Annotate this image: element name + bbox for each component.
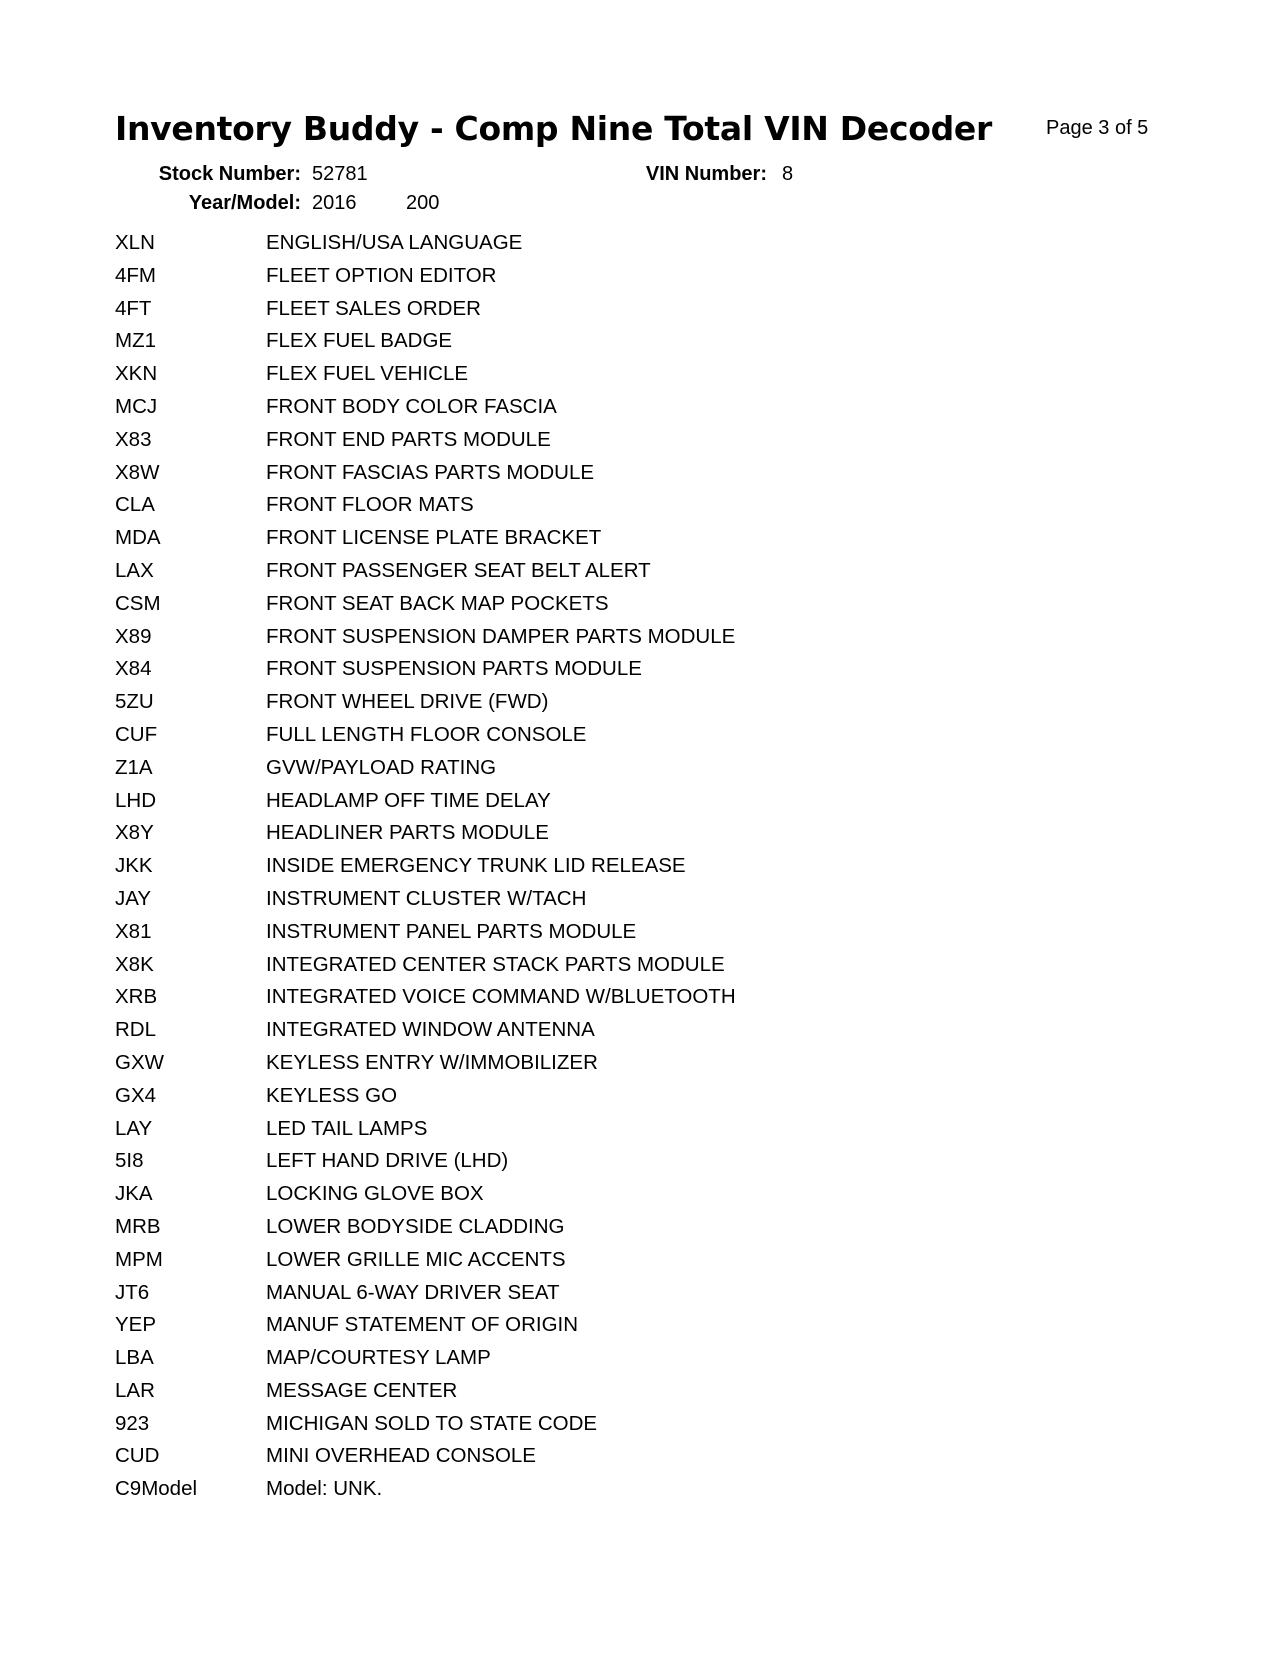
stock-number-value: 52781: [312, 163, 368, 185]
option-code: X81: [115, 919, 152, 943]
option-code: GX4: [115, 1083, 157, 1107]
option-row: [115, 655, 1115, 688]
option-description: LOCKING GLOVE BOX: [266, 1182, 484, 1206]
option-description: FLEX FUEL VEHICLE: [266, 362, 469, 386]
option-row: [115, 852, 1115, 885]
option-description: INTEGRATED CENTER STACK PARTS MODULE: [266, 952, 725, 976]
option-description: FLEET SALES ORDER: [266, 296, 481, 320]
option-code: 4FT: [115, 296, 152, 320]
option-row: [115, 1279, 1115, 1312]
option-row: [115, 327, 1115, 360]
option-description: MICHIGAN SOLD TO STATE CODE: [266, 1411, 598, 1435]
stock-number-label: Stock Number:: [158, 163, 301, 185]
option-row: [115, 1082, 1115, 1115]
option-row: [115, 721, 1115, 754]
option-description: FRONT WHEEL DRIVE (FWD): [266, 690, 549, 714]
option-description: GVW/PAYLOAD RATING: [266, 755, 497, 779]
option-description: MESSAGE CENTER: [266, 1378, 458, 1402]
option-row: [115, 1049, 1115, 1082]
option-code: X8W: [115, 460, 160, 484]
option-code: CSM: [115, 591, 161, 615]
option-row: [115, 360, 1115, 393]
option-row: [115, 1213, 1115, 1246]
option-description: FRONT BODY COLOR FASCIA: [266, 394, 557, 418]
option-description: LOWER BODYSIDE CLADDING: [266, 1214, 565, 1238]
option-row: [115, 1147, 1115, 1180]
option-code: Z1A: [115, 755, 153, 779]
option-row: [115, 459, 1115, 492]
option-description: HEADLINER PARTS MODULE: [266, 821, 549, 845]
option-description: FULL LENGTH FLOOR CONSOLE: [266, 722, 587, 746]
option-code: LBA: [115, 1346, 154, 1370]
page-indicator: Page 3 of 5: [1046, 117, 1149, 139]
option-description: LOWER GRILLE MIC ACCENTS: [266, 1247, 566, 1271]
option-description: FRONT SUSPENSION PARTS MODULE: [266, 657, 642, 681]
option-description: FRONT SUSPENSION DAMPER PARTS MODULE: [266, 624, 736, 648]
option-description: MANUAL 6-WAY DRIVER SEAT: [266, 1280, 560, 1304]
option-code: RDL: [115, 1018, 157, 1042]
option-code: JKA: [115, 1182, 153, 1206]
option-row: [115, 426, 1115, 459]
option-code: CUD: [115, 1444, 160, 1468]
option-row: [115, 491, 1115, 524]
option-description: INSIDE EMERGENCY TRUNK LID RELEASE: [266, 854, 686, 878]
option-code: YEP: [115, 1313, 157, 1337]
option-row: [115, 918, 1115, 951]
option-row: [115, 262, 1115, 295]
option-code: MRB: [115, 1214, 161, 1238]
option-row: [115, 951, 1115, 984]
option-code: X83: [115, 427, 152, 451]
option-code: LAX: [115, 558, 154, 582]
option-code: 4FM: [115, 263, 156, 287]
option-code: MCJ: [115, 394, 158, 418]
option-row: [115, 787, 1115, 820]
option-code: LAR: [115, 1378, 155, 1402]
option-code: CLA: [115, 493, 155, 517]
vin-number-label: VIN Number:: [645, 163, 767, 185]
option-description: LEFT HAND DRIVE (LHD): [266, 1149, 509, 1173]
option-row: [115, 1246, 1115, 1279]
option-row: [115, 688, 1115, 721]
option-code: X89: [115, 624, 152, 648]
model-value: 200: [406, 192, 440, 214]
option-description: LED TAIL LAMPS: [266, 1116, 428, 1140]
option-code: XKN: [115, 362, 158, 386]
page-title: Inventory Buddy - Comp Nine Total VIN Decoder: [115, 109, 992, 148]
option-code: 5I8: [115, 1149, 144, 1173]
option-row: [115, 1115, 1115, 1148]
option-row: [115, 1410, 1115, 1443]
option-description: FLEX FUEL BADGE: [266, 329, 453, 353]
option-row: [115, 1377, 1115, 1410]
option-code: GXW: [115, 1050, 164, 1074]
option-row: [115, 885, 1115, 918]
option-code: MDA: [115, 526, 161, 550]
option-code: XRB: [115, 985, 158, 1009]
option-code: X8Y: [115, 821, 154, 845]
option-row: [115, 1475, 1115, 1508]
option-row: [115, 1344, 1115, 1377]
option-description: Model: UNK.: [266, 1477, 383, 1501]
option-description: INTEGRATED VOICE COMMAND W/BLUETOOTH: [266, 985, 736, 1009]
option-row: [115, 1311, 1115, 1344]
vin-number-value: 8: [782, 163, 794, 185]
year-value: 2016: [312, 192, 357, 214]
option-description: FRONT END PARTS MODULE: [266, 427, 551, 451]
option-code: C9Model: [115, 1477, 198, 1501]
option-row: [115, 393, 1115, 426]
option-row: [115, 1442, 1115, 1475]
option-description: INSTRUMENT PANEL PARTS MODULE: [266, 919, 637, 943]
option-row: [115, 623, 1115, 656]
option-row: [115, 590, 1115, 623]
option-code: JT6: [115, 1280, 150, 1304]
option-description: INSTRUMENT CLUSTER W/TACH: [266, 886, 587, 910]
option-description: FRONT LICENSE PLATE BRACKET: [266, 526, 602, 550]
option-code-list: [115, 229, 1115, 1508]
option-code: 923: [115, 1411, 150, 1435]
option-description: INTEGRATED WINDOW ANTENNA: [266, 1018, 595, 1042]
option-row: [115, 295, 1115, 328]
option-row: [115, 1016, 1115, 1049]
option-code: JKK: [115, 854, 153, 878]
option-row: [115, 819, 1115, 852]
option-code: X8K: [115, 952, 154, 976]
option-description: FRONT FLOOR MATS: [266, 493, 474, 517]
option-description: MAP/COURTESY LAMP: [266, 1346, 491, 1370]
option-code: 5ZU: [115, 690, 154, 714]
option-description: FLEET OPTION EDITOR: [266, 263, 497, 287]
option-code: LAY: [115, 1116, 153, 1140]
option-row: [115, 754, 1115, 787]
option-code: XLN: [115, 231, 155, 254]
option-row: [115, 524, 1115, 557]
option-description: HEADLAMP OFF TIME DELAY: [266, 788, 551, 812]
option-code: LHD: [115, 788, 157, 812]
option-description: ENGLISH/USA LANGUAGE: [266, 231, 523, 254]
option-row: [115, 557, 1115, 590]
option-description: MINI OVERHEAD CONSOLE: [266, 1444, 536, 1468]
option-code: CUF: [115, 722, 158, 746]
option-code: MZ1: [115, 329, 156, 353]
option-code: JAY: [115, 886, 152, 910]
option-description: FRONT SEAT BACK MAP POCKETS: [266, 591, 609, 615]
option-description: FRONT FASCIAS PARTS MODULE: [266, 460, 595, 484]
option-code: MPM: [115, 1247, 163, 1271]
option-description: MANUF STATEMENT OF ORIGIN: [266, 1313, 579, 1337]
option-description: FRONT PASSENGER SEAT BELT ALERT: [266, 558, 651, 582]
option-description: KEYLESS GO: [266, 1083, 398, 1107]
option-description: KEYLESS ENTRY W/IMMOBILIZER: [266, 1050, 598, 1074]
option-row: [115, 983, 1115, 1016]
option-row: [115, 229, 1115, 262]
option-code: X84: [115, 657, 152, 681]
year-model-label: Year/Model:: [188, 192, 301, 214]
option-row: [115, 1180, 1115, 1213]
